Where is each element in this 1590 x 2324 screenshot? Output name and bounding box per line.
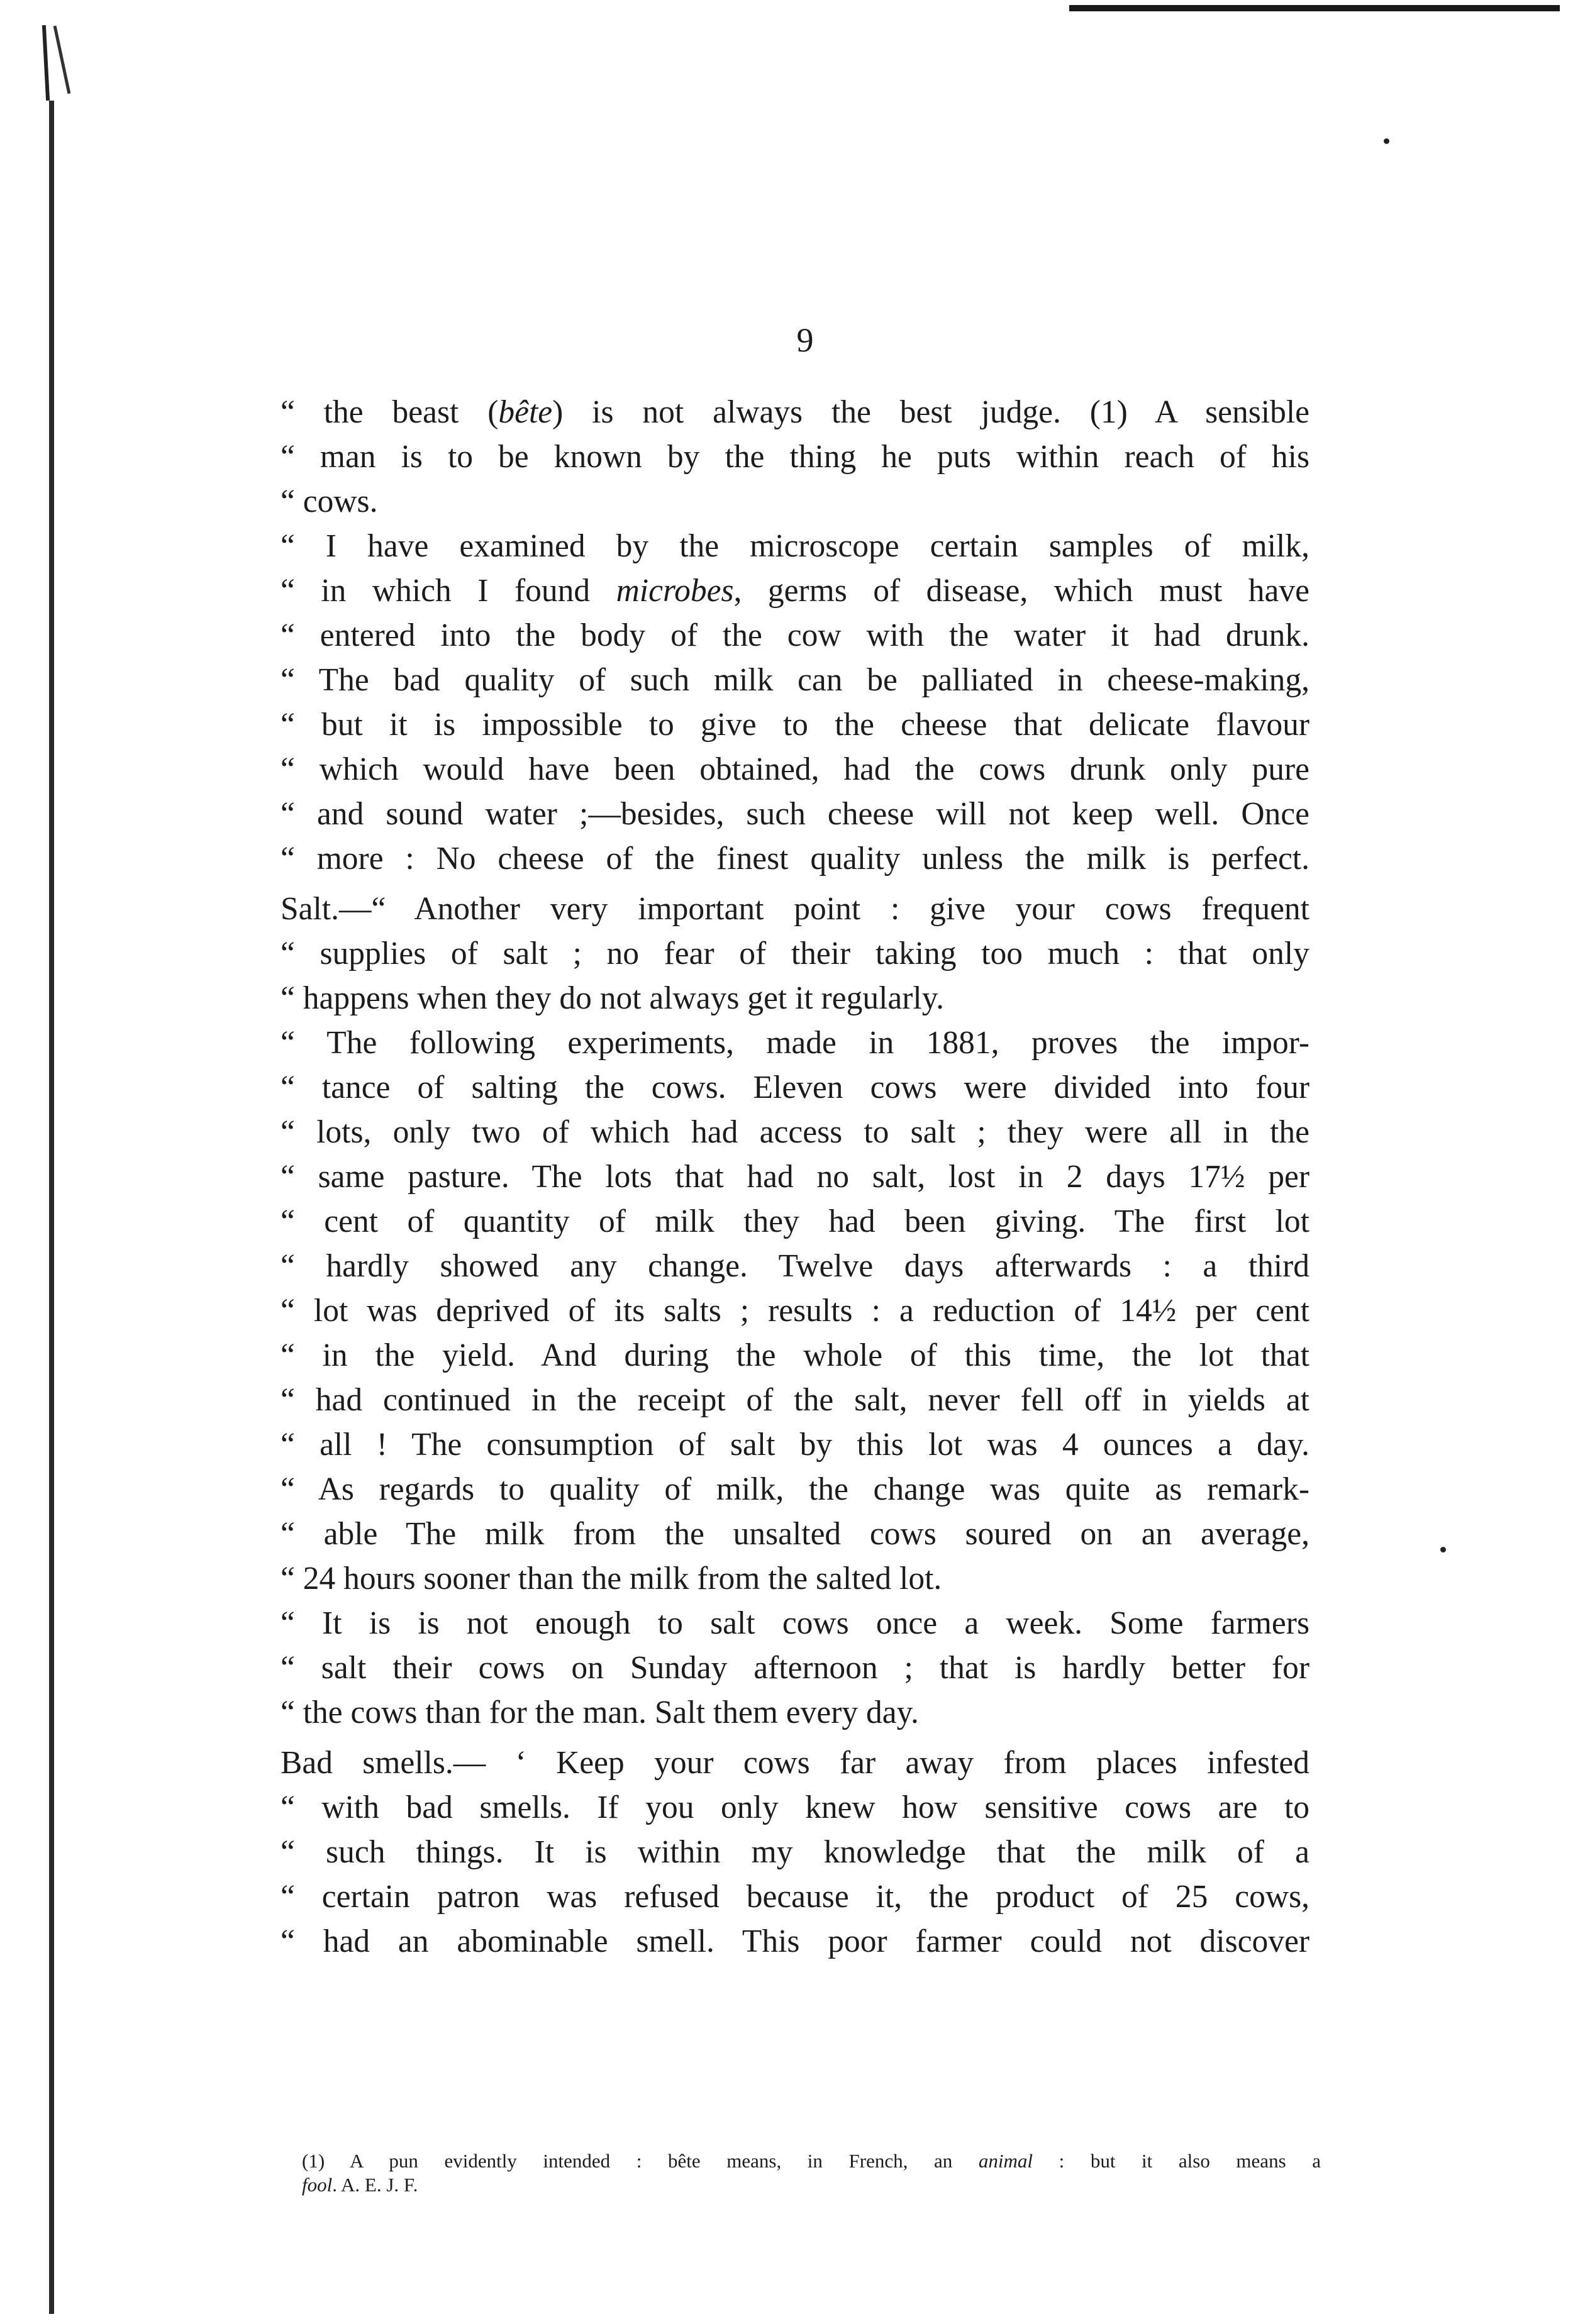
text-line: “ such things. It is within my knowledge that the milk of a	[281, 1834, 1309, 1870]
text-line: Salt.—“ Another very important point : give your cows frequent	[281, 891, 1309, 927]
text-line: “ in the yield. And during the whole of this time, the lot that	[281, 1337, 1309, 1373]
text-line: “ had an abominable smell. This poor farmer could not discover	[281, 1923, 1309, 1959]
text-line: “ the beast (bête) is not always the best judge. (1) A sensible	[281, 394, 1309, 430]
binding-edge	[49, 101, 54, 2314]
text-line: “ It is is not enough to salt cows once a week. Some farmers	[281, 1605, 1309, 1641]
text-line: “ lot was deprived of its salts ; results : a reduction of 14½ per cent	[281, 1293, 1309, 1329]
text-line: “ the cows than for the man. Salt them every day.	[281, 1695, 919, 1730]
paragraph	[281, 1601, 1309, 1735]
text-line: “ The bad quality of such milk can be palliated in cheese-making,	[281, 662, 1309, 698]
text-line: “ tance of salting the cows. Eleven cows were divided into four	[281, 1070, 1309, 1105]
text-line: “ As regards to quality of milk, the change was quite as remark-	[281, 1471, 1309, 1507]
text-line: “ 24 hours sooner than the milk from the salted lot.	[281, 1561, 942, 1596]
text-line: “ more : No cheese of the finest quality unless the milk is perfect.	[281, 841, 1309, 877]
text-line: “ able The milk from the unsalted cows soured on an average,	[281, 1516, 1309, 1552]
paragraph-bad-smells	[281, 1740, 1309, 1964]
text-line: “ The following experiments, made in 1881, proves the impor-	[281, 1025, 1309, 1061]
paragraph	[281, 390, 1309, 524]
italic-word: fool	[302, 2174, 333, 2196]
text-line: “ cows.	[281, 484, 378, 519]
italic-word: bête	[498, 394, 553, 430]
body-text	[281, 390, 1309, 1964]
text-line: “ with bad smells. If you only knew how sensitive cows are to	[281, 1790, 1309, 1825]
text-line: “ salt their cows on Sunday afternoon ; that is hardly better for	[281, 1650, 1309, 1686]
text-line: “ all ! The consumption of salt by this lot was 4 ounces a day.	[281, 1427, 1309, 1463]
text-line: “ happens when they do not always get it regularly.	[281, 980, 944, 1016]
footnote-line: (1) A pun evidently intended : bête means, in French, an animal : but it also means a	[302, 2150, 1321, 2172]
footnote-line: fool. A. E. J. F.	[302, 2174, 418, 2196]
page-number: 9	[796, 321, 814, 359]
text-line: “ lots, only two of which had access to salt ; they were all in the	[281, 1114, 1309, 1150]
binding-mark	[42, 25, 50, 101]
text-line: “ hardly showed any change. Twelve days afterwards : a third	[281, 1248, 1309, 1284]
text-line: “ man is to be known by the thing he puts within reach of his	[281, 439, 1309, 475]
text-line: “ certain patron was refused because it, the product of 25 cows,	[281, 1879, 1309, 1915]
text-line: “ I have examined by the microscope certain samples of milk,	[281, 528, 1309, 564]
scan-speck	[1384, 138, 1389, 144]
footnote	[302, 2149, 1321, 2197]
scan-speck	[1440, 1547, 1446, 1552]
top-rule	[1069, 5, 1560, 11]
text-line: “ supplies of salt ; no fear of their taking too much : that only	[281, 936, 1309, 971]
text-line: “ cent of quantity of milk they had been giving. The first lot	[281, 1204, 1309, 1239]
text-line: “ which would have been obtained, had the cows drunk only pure	[281, 751, 1309, 787]
text-line: “ had continued in the receipt of the salt, never fell off in yields at	[281, 1382, 1309, 1418]
italic-word: microbes	[616, 573, 734, 609]
italic-word: animal	[978, 2150, 1033, 2172]
text-line: “ entered into the body of the cow with the water it had drunk.	[281, 617, 1309, 653]
paragraph-salt	[281, 887, 1309, 1021]
paragraph	[281, 1021, 1309, 1601]
text-line: Bad smells.— ‘ Keep your cows far away from places infested	[281, 1745, 1309, 1781]
text-line: “ in which I found microbes, germs of disease, which must have	[281, 573, 1309, 609]
binding-mark	[53, 26, 71, 94]
text-line: “ and sound water ;—besides, such cheese will not keep well. Once	[281, 796, 1309, 832]
paragraph	[281, 524, 1309, 881]
text-line: “ same pasture. The lots that had no salt, lost in 2 days 17½ per	[281, 1159, 1309, 1195]
text-line: “ but it is impossible to give to the cheese that delicate flavour	[281, 707, 1309, 743]
